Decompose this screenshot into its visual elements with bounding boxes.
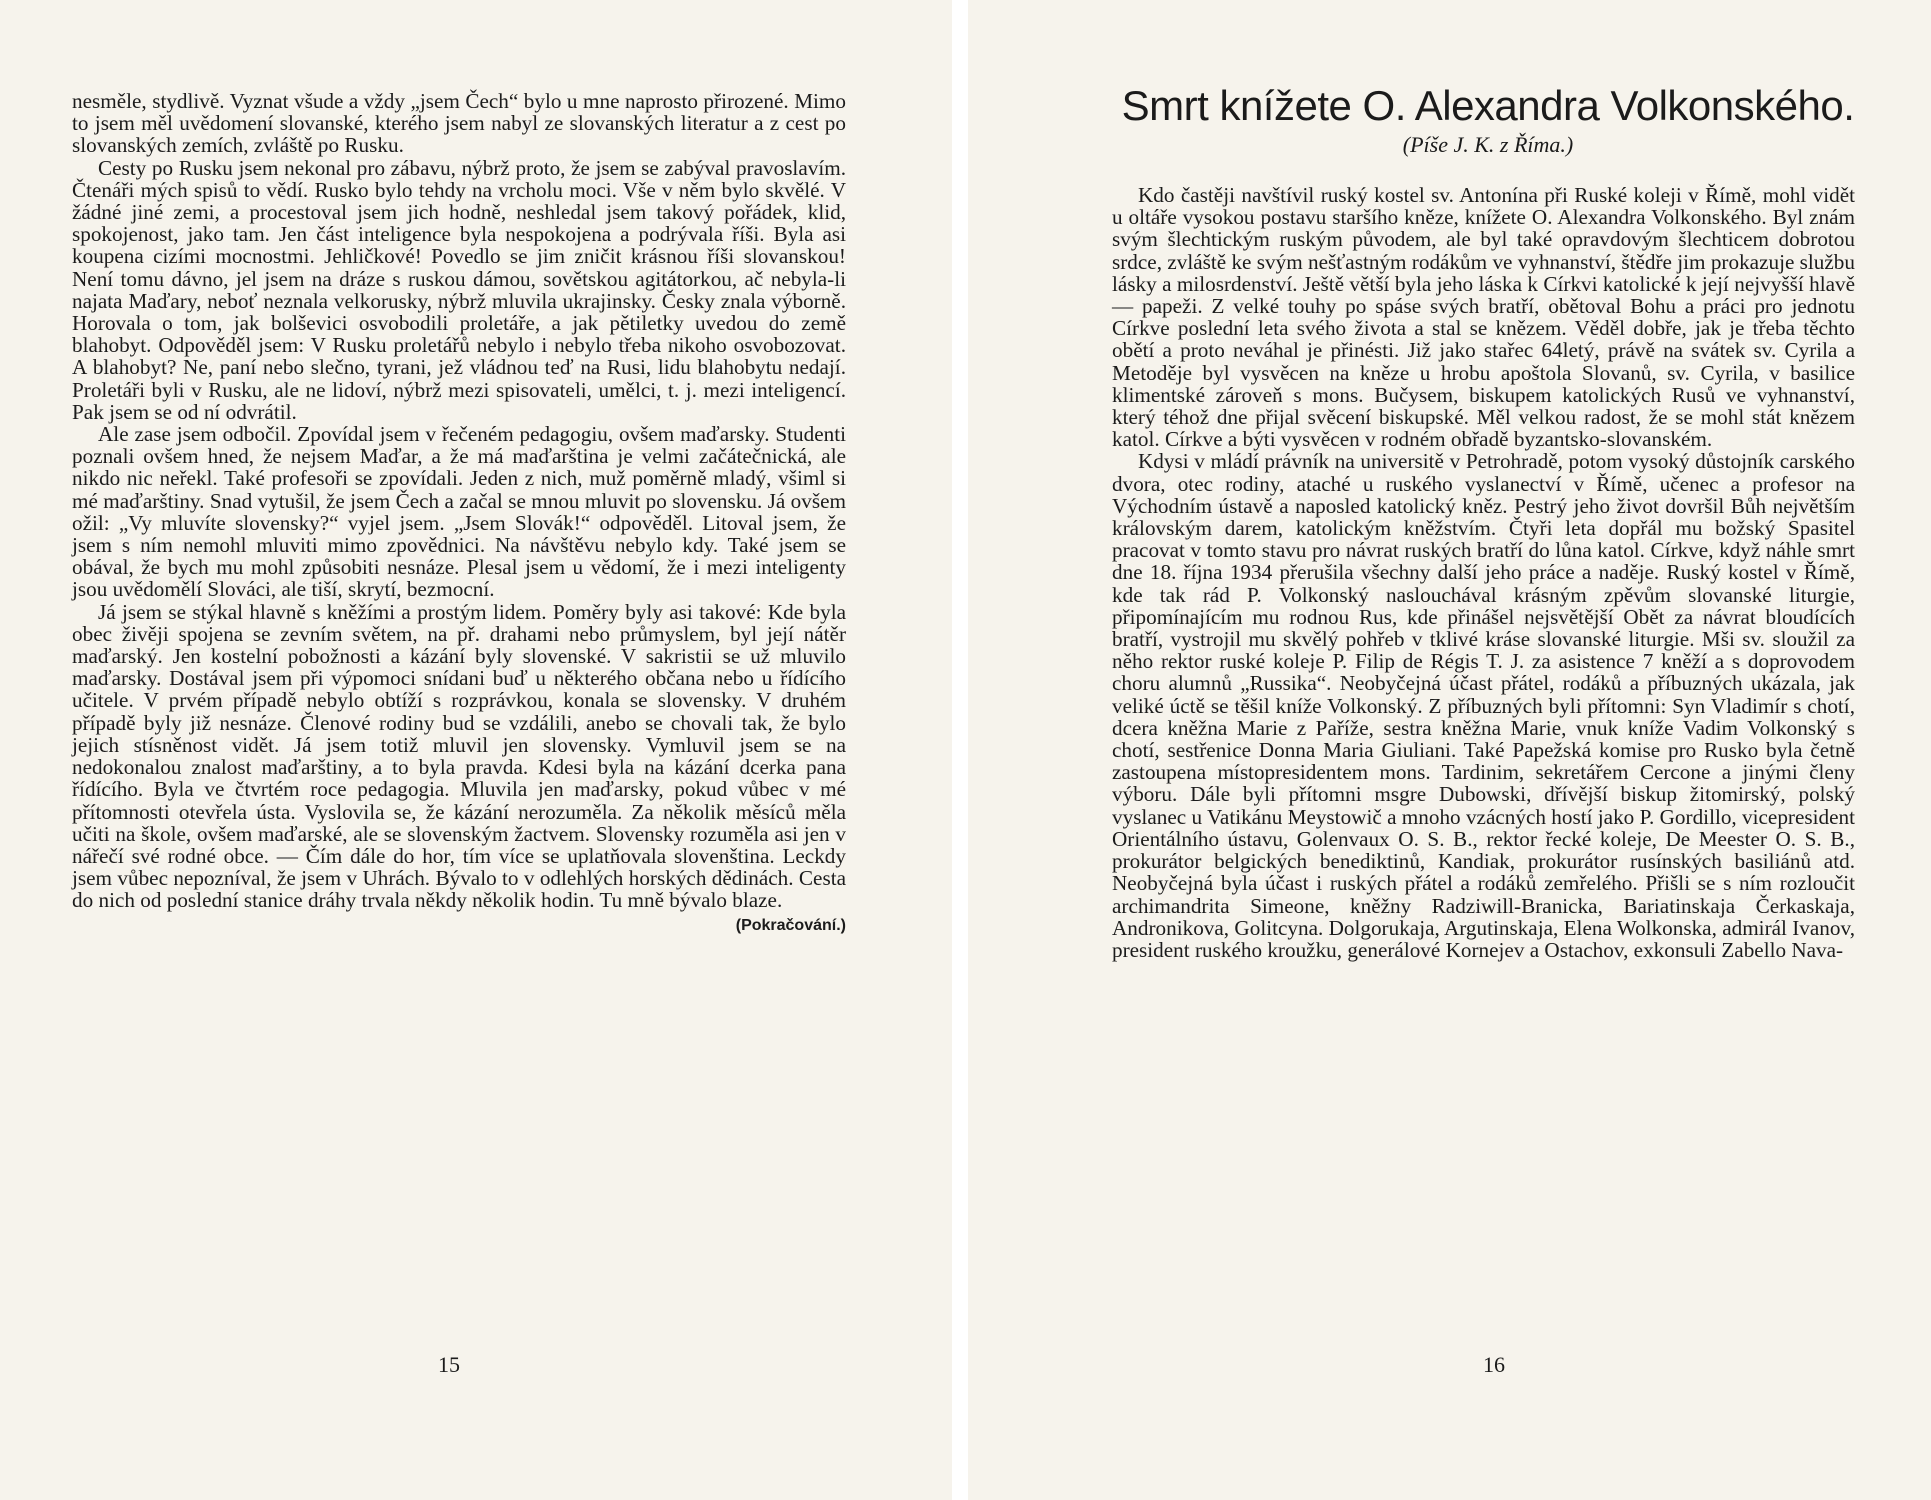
paragraph: Ale zase jsem odbočil. Zpovídal jsem v řečeném pedagogiu, ovšem maďarsky. Studenti poznali ovšem hned, že nejsem Maďar, a že má maďarština je velmi začátečnická, ale nikdo nic neřekl. Také profesoři se zpovídali. Jeden z nich, muž poměrně mladý, všiml si mé maďarštiny. Snad vytušil, že jsem Čech a začal se mnou mluvit po slovensku. Já ovšem ožil: „Vy mluvíte slovensky?“ vyjel jsem. „Jsem Slovák!“ odpověděl. Litoval jsem, že jsem s ním nemohl mluviti mimo zpovědnici. Na návštěvu nebylo kdy. Také jsem se obával, že bych mu mohl způsobiti nesnáze. Plesal jsem u vědomí, že i mezi inteligenty jsou uvědomělí Slováci, ale tiší, skrytí, bezmocní. bbox=[72, 422, 846, 602]
paragraph-last bbox=[72, 599, 846, 934]
right-page bbox=[968, 0, 1931, 1500]
left-page bbox=[0, 0, 952, 1500]
paragraph: Kdysi v mládí právník na universitě v Petrohradě, potom vysoký důstojník carského dvora, otec rodiny, ataché u ruského vyslanectví v Římě, učenec a profesor na Východním ústavě a naposled katolický kněz. Pestrý jeho život dovršil Bůh největším královským darem, katolickým kněžstvím. Čtyři leta dopřál mu božský Spasitel pracovat v tomto stavu pro návrat ruských bratří do lůna katol. Církve, když náhle smrt dne 18. října 1934 přerušila všechny další jeho práce a naděje. Ruský kostel v Římě, kde tak rád P. Volkonský naslouchával krásným zpěvům slovanské liturgie, připomínajícím mu rodnou Rus, kde přinášel nejsvětější Obět za návrat bloudících bratří, vystrojil mu skvělý pohřeb v tklivé kráse slovanské liturgie. Mši sv. sloužil za něho rektor ruské koleje P. Filip de Régis T. J. za asistence 7 kněží a s doprovodem choru alumnů „Russika“. Neobyčejná účast přátel, rodáků a příbuzných ukázala, jak veliké úctě se těšil kníže Volkonský. Z příbuzných byli přítomni: Syn Vladimír s chotí, dcera kněžna Marie z Paříže, sestra kněžna Marie, vnuk kníže Vadim Volkonský s chotí, sestřenice Donna Maria Giuliani. Také Papežská komise pro Rusko byla četně zastoupena místopresidentem mons. Tardinim, sekretářem Cercone a jinými členy výboru. Dále byli přítomni msgre Dubowski, dřívější biskup žitomirský, polský vyslanec u Vatikánu Meystowič a mnoho vzácných hostí jako P. Gordillo, vicepresident Orientálního ústavu, Golenvaux O. S. B., rektor řecké koleje, De Meester O. S. B., prokurátor belgických benediktinů, Kandiak, prokurátor rusínských basiliánů atd. Neobyčejná byla účast i ruských přátel a rodáků zemřelého. Přišli se s ním rozloučit archimandrita Simeone, kněžny Radziwill-Branicka, Bariatinskaja Čerkaskaja, Andronikova, Golitcyna. Dolgorukaja, Argutinskaja, Elena Wolkonska, admirál Ivanov, president ruského kroužku, generálové Kornejev a Ostachov, exkonsuli Zabello Nava- bbox=[1112, 449, 1855, 962]
page-number: 16 bbox=[1483, 1352, 1505, 1377]
paragraph: Kdo častěji navštívil ruský kostel sv. Antonína při Ruské koleji v Římě, mohl vidět u oltáře vysokou postavu staršího kněze, knížete O. Alexandra Volkonského. Byl znám svým šlechtickým ruským původem, ale byl také opravdovým šlechticem dobrotou srdce, zvláště ke svým nešťastným rodákům ve vyhnanství, štědře jim prokazuje službu lásky a milosrdenství. Ještě větší byla jeho láska k Církvi katolické k její nejvyšší hlavě — papeži. Z velké touhy po spáse svých bratří, obětoval Bohu a práci pro jednotu Církve poslední leta svého života a stal se knězem. Věděl dobře, jak je třeba těchto obětí a proto neváhal je přinésti. Již jako stařec 64letý, právě na svátek sv. Cyrila a Metoděje byl vysvěcen na kněze u hrobu apoštola Slovanů, sv. Cyrila, v basilice klimentské zároveň s mons. Bučysem, biskupem katolických Rusů ve vyhnanství, který téhož dne přijal svěcení biskupské. Měl velkou radost, že se mohl stát knězem katol. Církve a býti vysvěcen v rodném obřadě byzantsko-slovanském. bbox=[1112, 183, 1855, 452]
book-gutter bbox=[952, 0, 968, 1500]
right-page-text bbox=[1112, 184, 1855, 961]
left-page-text bbox=[72, 90, 846, 937]
paragraph: Cesty po Rusku jsem nekonal pro zábavu, nýbrž proto, že jsem se zabýval pravoslavím. Čtenáři mých spisů to vědí. Rusko bylo tehdy na vrcholu moci. Vše v něm bylo skvělé. V žádné jiné zemi, a procestoval jsem jich hodně, neshledal jsem takový pořádek, klid, spokojenost, jako tam. Jen část inteligence byla nespokojena a podrývala říši. Byla asi koupena cizími mocnostmi. Jehličkové! Povedlo se jim zničit krásnou říši slovanskou! Není tomu dávno, jel jsem na dráze s ruskou dámou, sovětskou agitátorkou, ač nebyla-li najata Maďary, neboť neznala velkorusky, nýbrž mluvila ukrajinsky. Česky znala výborně. Horovala o tom, jak bolševici osvobodili proletáře, a jak pětiletky uvedou do země blahobyt. Odpověděl jsem: V Rusku proletářů nebylo i nebylo třeba nikoho osvobozovat. A blahobyt? Ne, paní nebo slečno, tyrani, jež vládnou teď na Rusi, lidu blahobytu nedají. Proletáři byli v Rusku, ale ne lidoví, nýbrž mezi spisovateli, umělci, t. j. mezi inteligencí. Pak jsem se od ní odvrátil. bbox=[72, 155, 846, 424]
continued-note: (Pokračování.) bbox=[735, 916, 846, 934]
paragraph: nesměle, stydlivě. Vyznat všude a vždy „jsem Čech“ bylo u mne naprosto přirozené. Mimo to jsem měl uvědomení slovanské, kterého jsem nabyl ze slovanských literatur a z cest po slovanských zemích, zvláště po Rusku. bbox=[72, 89, 846, 158]
article-title: Smrt knížete O. Alexandra Volkonského. bbox=[1121, 82, 1855, 129]
page-number: 15 bbox=[438, 1352, 460, 1377]
paragraph-text: Já jsem se stýkal hlavně s kněžími a prostým lidem. Poměry byly asi takové: Kde byla obec živěji spojena se zevním světem, na př. drahami nebo průmyslem, byl její nátěr maďarský. Jen kostelní pobožnosti a kázání byly slovenské. V sakristii se už mluvilo maďarsky. Dostával jsem při výpomoci snídani buď u některého občana nebo u řídícího učitele. V prvém případě nebylo obtíží s rozprávkou, konala se slovensky. V druhém případě byly již nesnáze. Členové rodiny bud se vzdálili, anebo se chovali tak, že bylo jejich stísněnost vidět. Já jsem totiž mluvil jen slovensky. Vymluvil jsem se na nedokonalou znalost maďarštiny, a to byla pravda. Kdesi byla na kázání dcerka pana řídícího. Byla ve čtvrtém roce pedagogia. Mluvila jen maďarsky, pokud vůbec v mé přítomnosti otevřela ústa. Vyslovila se, že kázání nerozuměla. Za několik měsíců měla učiti na škole, ovšem maďarské, ale se slovenským žactvem. Slovensky rozuměla asi jen v nářečí své rodné obce. — Čím dále do hor, tím více se uplatňovala slovenština. Leckdy jsem vůbec nepozníval, že jsem v Uhrách. Bývalo to v odlehlých horských dědinách. Cesta do nich od poslední stanice dráhy trvala někdy několik hodin. Tu mně bývalo blaze. bbox=[72, 599, 846, 913]
article-byline: (Píše J. K. z Říma.) bbox=[1402, 132, 1574, 157]
